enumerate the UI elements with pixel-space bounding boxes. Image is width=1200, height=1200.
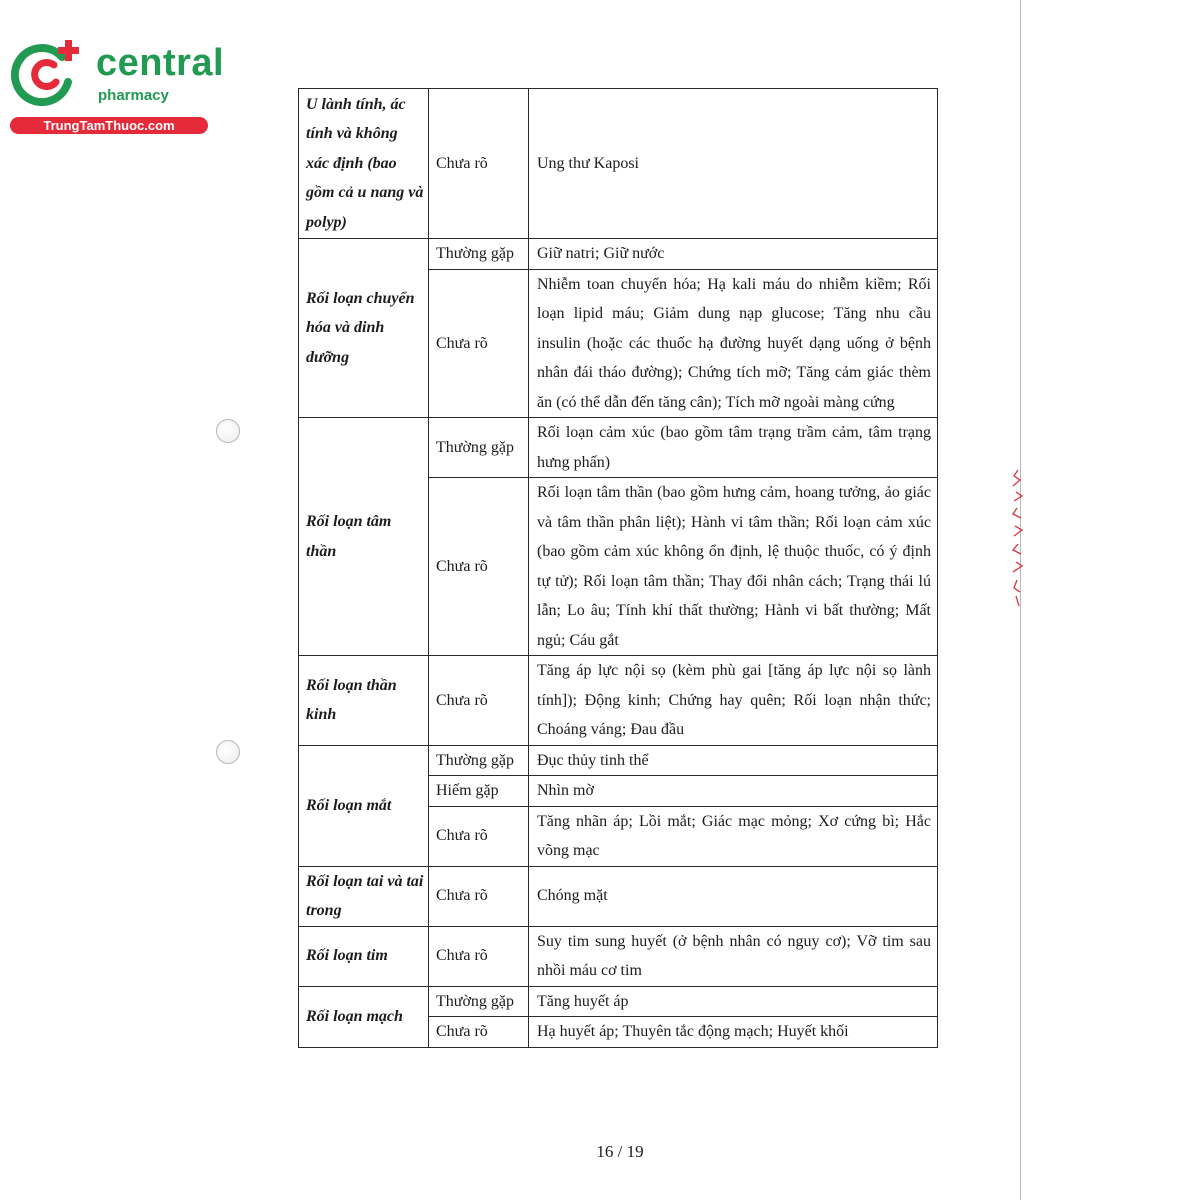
organ-system-cell: Rối loạn tai và tai trong: [299, 866, 429, 926]
adverse-events-cell: Hạ huyết áp; Thuyên tắc động mạch; Huyết khối: [529, 1017, 938, 1048]
adverse-events-cell: Tăng áp lực nội sọ (kèm phù gai [tăng áp lực nội sọ lành tính]); Động kinh; Chứng hay quên; Rối loạn nhận thức; Choáng váng; Đau đầu: [529, 656, 938, 746]
frequency-cell: Chưa rõ: [429, 1017, 529, 1048]
frequency-cell: Hiếm gặp: [429, 776, 529, 807]
punch-hole: [216, 419, 240, 443]
frequency-cell: Thường gặp: [429, 418, 529, 478]
frequency-cell: Thường gặp: [429, 986, 529, 1017]
adverse-events-cell: Rối loạn cảm xúc (bao gồm tâm trạng trầm cảm, tâm trạng hưng phấn): [529, 418, 938, 478]
frequency-cell: Chưa rõ: [429, 806, 529, 866]
adverse-events-cell: Giữ natri; Giữ nước: [529, 239, 938, 270]
organ-system-cell: Rối loạn chuyển hóa và dinh dưỡng: [299, 239, 429, 418]
brand-logo: [10, 36, 225, 136]
pharmacy-cross-logo-icon: [10, 38, 82, 110]
table-row: [299, 986, 938, 1017]
logo-url-badge: TrungTamThuoc.com: [10, 117, 208, 134]
adverse-events-cell: Nhìn mờ: [529, 776, 938, 807]
frequency-cell: Thường gặp: [429, 239, 529, 270]
logo-subtitle: pharmacy: [98, 87, 169, 104]
frequency-cell: Chưa rõ: [429, 478, 529, 656]
adverse-events-cell: Tăng nhãn áp; Lồi mắt; Giác mạc mỏng; Xơ cứng bì; Hắc võng mạc: [529, 806, 938, 866]
organ-system-cell: Rối loạn tâm thần: [299, 418, 429, 656]
punch-hole: [216, 740, 240, 764]
adverse-events-cell: Đục thủy tinh thể: [529, 745, 938, 776]
frequency-cell: Chưa rõ: [429, 269, 529, 418]
table-row: [299, 866, 938, 926]
table-row: [299, 239, 938, 270]
organ-system-cell: Rối loạn tim: [299, 926, 429, 986]
organ-system-cell: Rối loạn thần kinh: [299, 656, 429, 746]
frequency-cell: Chưa rõ: [429, 656, 529, 746]
page-number: 16 / 19: [596, 1142, 644, 1161]
table-row: [299, 656, 938, 746]
adverse-events-cell: Suy tim sung huyết (ở bệnh nhân có nguy cơ); Vỡ tim sau nhồi máu cơ tim: [529, 926, 938, 986]
margin-signature-mark: [1004, 468, 1032, 608]
organ-system-cell: Rối loạn mắt: [299, 745, 429, 866]
organ-system-cell: Rối loạn mạch: [299, 986, 429, 1047]
logo-wordmark: central: [96, 42, 225, 84]
adverse-effects-table: [298, 88, 938, 1048]
frequency-cell: Chưa rõ: [429, 926, 529, 986]
table-row: [299, 926, 938, 986]
adverse-events-cell: Ung thư Kaposi: [529, 89, 938, 239]
adverse-events-cell: Rối loạn tâm thần (bao gồm hưng cảm, hoang tưởng, ảo giác và tâm thần phân liệt); Hành vi tâm thần; Rối loạn cảm xúc (bao gồm cảm xúc không ổn định, lệ thuộc thuốc, có ý định tự tử); Rối loạn tâm thần; Thay đổi nhân cách; Trạng thái lú lẫn; Lo âu; Tính khí thất thường; Hành vi bất thường; Mất ngủ; Cáu gắt: [529, 478, 938, 656]
adverse-events-cell: Chóng mặt: [529, 866, 938, 926]
table-row: [299, 745, 938, 776]
frequency-cell: Thường gặp: [429, 745, 529, 776]
frequency-cell: Chưa rõ: [429, 89, 529, 239]
adverse-events-cell: Tăng huyết áp: [529, 986, 938, 1017]
organ-system-cell: U lành tính, ác tính và không xác định (bao gồm cả u nang và polyp): [299, 89, 429, 239]
table-row: [299, 418, 938, 478]
table-row: [299, 89, 938, 239]
frequency-cell: Chưa rõ: [429, 866, 529, 926]
adverse-events-cell: Nhiễm toan chuyển hóa; Hạ kali máu do nhiễm kiềm; Rối loạn lipid máu; Giảm dung nạp glucose; Tăng nhu cầu insulin (hoặc các thuốc hạ đường huyết dạng uống ở bệnh nhân đái tháo đường); Chứng tích mỡ; Tăng cảm giác thèm ăn (có thể dẫn đến tăng cân); Tích mỡ ngoài màng cứng: [529, 269, 938, 418]
